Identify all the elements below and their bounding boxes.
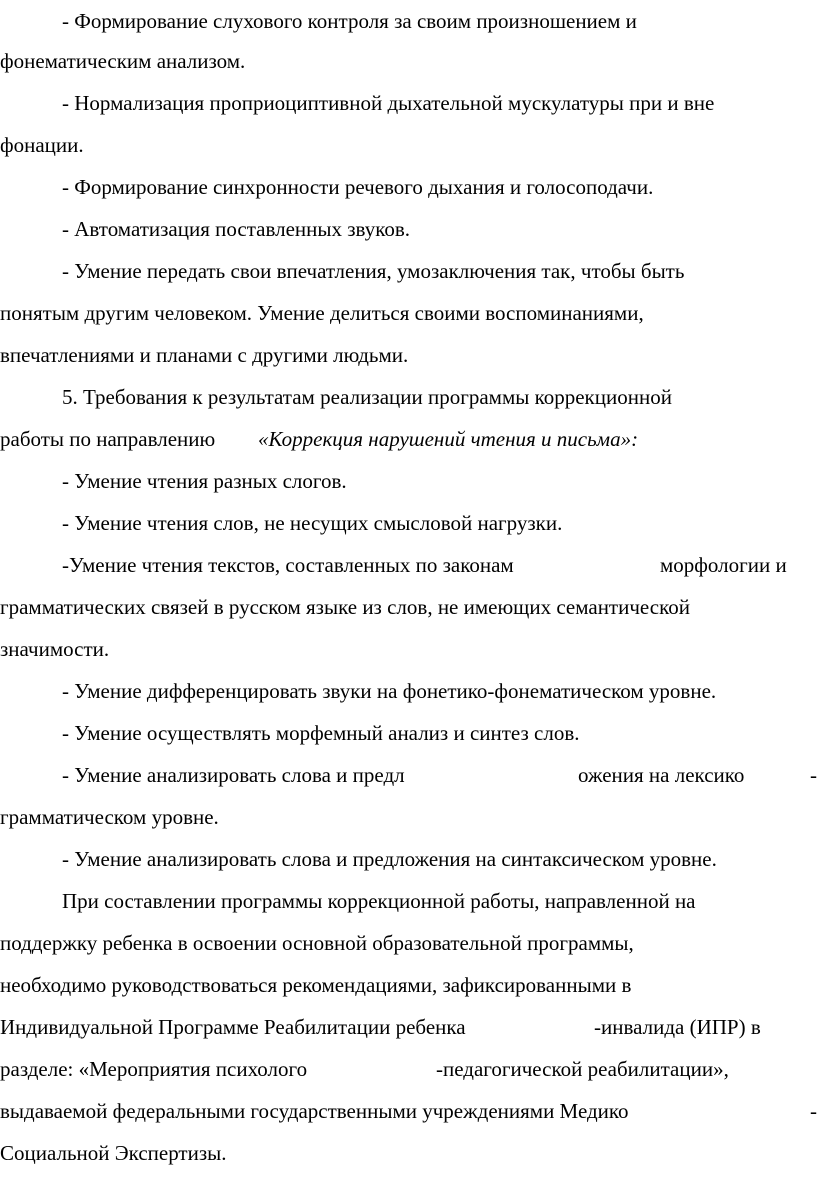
text-line: Индивидуальной Программе Реабилитации ребенка -инвалида (ИПР) в xyxy=(0,1015,761,1039)
text-line: выдаваемой федеральными государственными учреждениями Медико - xyxy=(0,1099,817,1123)
text-line: грамматическом уровне. xyxy=(0,805,219,829)
text-line: грамматических связей в русском языке из слов, не имеющих семантической xyxy=(0,595,690,619)
text-line: - Умение анализировать слова и предложения на синтаксическом уровне. xyxy=(62,847,717,871)
text-line: - Умение дифференцировать звуки на фонетико-фонематическом уровне. xyxy=(62,679,717,703)
text-line: фонации. xyxy=(0,133,84,157)
text-line: необходимо руководствоваться рекомендациями, зафиксированными в xyxy=(0,973,632,997)
section-heading: 5. Требования к результатам реализации программы коррекционной xyxy=(62,385,672,409)
text-line: - Нормализация проприоциптивной дыхательной мускулатуры при и вне xyxy=(62,91,715,115)
text-line: - Умение осуществлять морфемный анализ и синтез слов. xyxy=(62,721,580,745)
text-line: - Умение передать свои впечатления, умозаключения так, чтобы быть xyxy=(62,259,685,283)
italic-title: «Коррекция нарушений чтения и письма»: xyxy=(258,427,639,451)
text-line: При составлении программы коррекционной работы, направленной на xyxy=(62,889,696,913)
text-line: фонематическим анализом. xyxy=(0,49,246,73)
text-line: -Умение чтения текстов, составленных по законам морфологии и xyxy=(62,553,787,577)
text-line: впечатлениями и планами с другими людьми. xyxy=(0,343,409,367)
text-line: значимости. xyxy=(0,637,110,661)
text-line: - Формирование синхронности речевого дыхания и голосоподачи. xyxy=(62,175,654,199)
section-heading: работы по направлению «Коррекция нарушений чтения и письма»: xyxy=(0,418,816,460)
text-line: Социальной Экспертизы. xyxy=(0,1141,227,1165)
text-line: - Умение анализировать слова и предл ожения на лексико - xyxy=(62,763,817,787)
text-line: понятым другим человеком. Умение делиться своими воспоминаниями, xyxy=(0,301,644,325)
text-line: - Умение чтения слов, не несущих смысловой нагрузки. xyxy=(62,511,563,535)
text-line: - Умение чтения разных слогов. xyxy=(62,469,347,493)
text-line: - Автоматизация поставленных звуков. xyxy=(62,217,411,241)
text-line: - Формирование слухового контроля за своим произношением и xyxy=(62,9,637,33)
text-line: разделе: «Мероприятия психолого -педагогической реабилитации», xyxy=(0,1057,729,1081)
text-line: поддержку ребенка в освоении основной образовательной программы, xyxy=(0,931,634,955)
